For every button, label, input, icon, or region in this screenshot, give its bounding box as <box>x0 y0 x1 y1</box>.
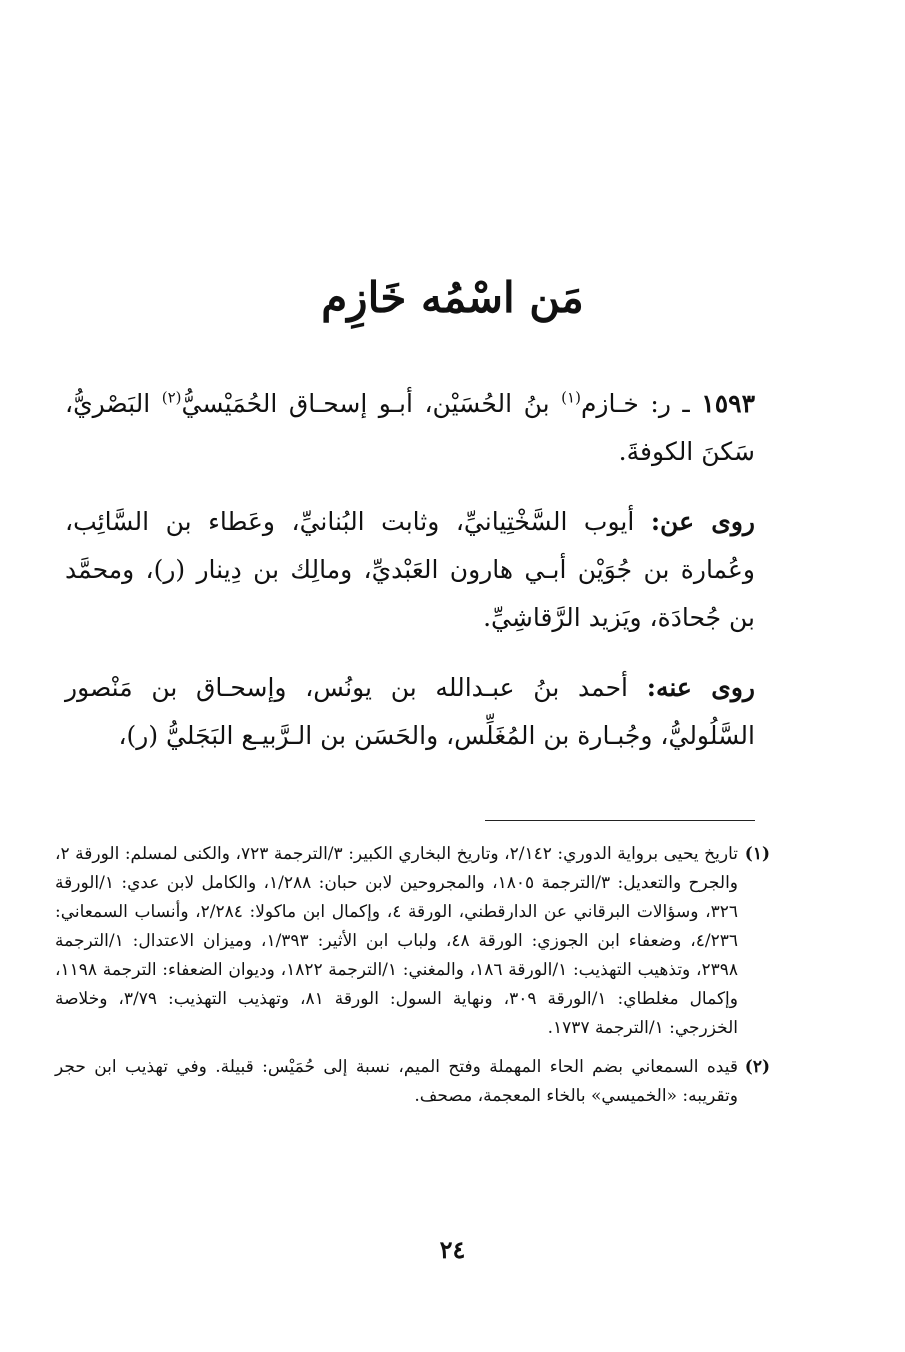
footnote-separator <box>485 820 755 821</box>
entry-intro-2: بنُ الحُسَيْن، أبـو إسحـاق الحُمَيْسيُّ <box>181 389 562 418</box>
footnote-2 <box>55 1053 770 1111</box>
main-text <box>65 380 755 782</box>
footnote-text: قيده السمعاني بضم الحاء المهملة وفتح الميم، نسبة إلى حُمَيْس: قبيلة. وفي تهذيب ابن حجر وتقريبه: «الخميسي» بالخاء المعجمة، مصحف. <box>55 1057 738 1106</box>
narrated-from-text: أيوب السَّخْتِيانيِّ، وثابت البُنانيِّ، وعَطاء بن السَّائِب، وعُمارة بن جُوَيْن أبـي هارون العَبْديِّ، ومالِك بن دِينار (ر)، ومحمَّد بن جُحادَة، ويَزيد الرَّقاشِيِّ. <box>65 507 755 632</box>
entry-heading-paragraph <box>65 380 755 476</box>
narrated-by-paragraph <box>65 664 755 760</box>
footnote-1 <box>55 840 770 1043</box>
page-number: ٢٤ <box>439 1235 466 1264</box>
footnote-text: تاريخ يحيى برواية الدوري: ٢/١٤٢، وتاريخ البخاري الكبير: ٣/الترجمة ٧٢٣، والكنى لمسلم: الورقة ٢، والجرح والتعديل: ٣/الترجمة ١٨٠٥، والمجروحين لابن حبان: ١/٢٨٨، والكامل لابن عدي: ١/الورقة ٣٢٦، وسؤالات البرقاني عن الدارقطني، الورقة ٤، وإكمال ابن ماكولا: ٢/٢٨٤، وأنساب السمعاني: ٤/٢٣٦، وضعفاء ابن الجوزي: الورقة ٤٨، ولباب ابن الأثير: ١/٣٩٣، وميزان الاعتدال: ١/الترجمة ٢٣٩٨، وتذهيب التهذيب: ١/الورقة ١٨٦، والمغني: ١/الترجمة ١٨٢٢، وديوان الضعفاء: الترجمة ١١٩٨، وإكمال مغلطاي: ١/الورقة ٣٠٩، ونهاية السول: الورقة ٨١، وتهذيب التهذيب: ٣/٧٩، وخلاصة الخزرجي: ١/الترجمة ١٧٣٧. <box>55 844 739 1038</box>
footnote-number: (١) <box>744 844 770 864</box>
footnote-number: (٢) <box>744 1057 770 1077</box>
narrated-by-text: أحمد بنُ عبـدالله بن يونُس، وإسحـاق بن مَنْصور السَّلُوليُّ، وجُبـارة بن المُغَلِّس، والحَسَن بن الـرَّبيـع البَجَليُّ (ر)، <box>65 673 755 750</box>
narrated-from-label: روى عن: <box>650 507 756 536</box>
entry-intro-3: البَصْريُّ، سَكنَ الكوفةَ. <box>65 389 755 466</box>
footnotes <box>55 840 770 1121</box>
entry-number: ١٥٩٣ <box>701 389 756 418</box>
footnote-ref-2[interactable]: (٢) <box>161 388 182 407</box>
footnote-ref-1[interactable]: (١) <box>561 388 581 407</box>
section-title: مَن اسْمُه خَازِم <box>321 273 584 322</box>
narrated-from-paragraph <box>65 498 755 642</box>
narrated-by-label: روى عنه: <box>646 673 756 702</box>
entry-intro: ـ ر: خـازم <box>580 389 702 418</box>
